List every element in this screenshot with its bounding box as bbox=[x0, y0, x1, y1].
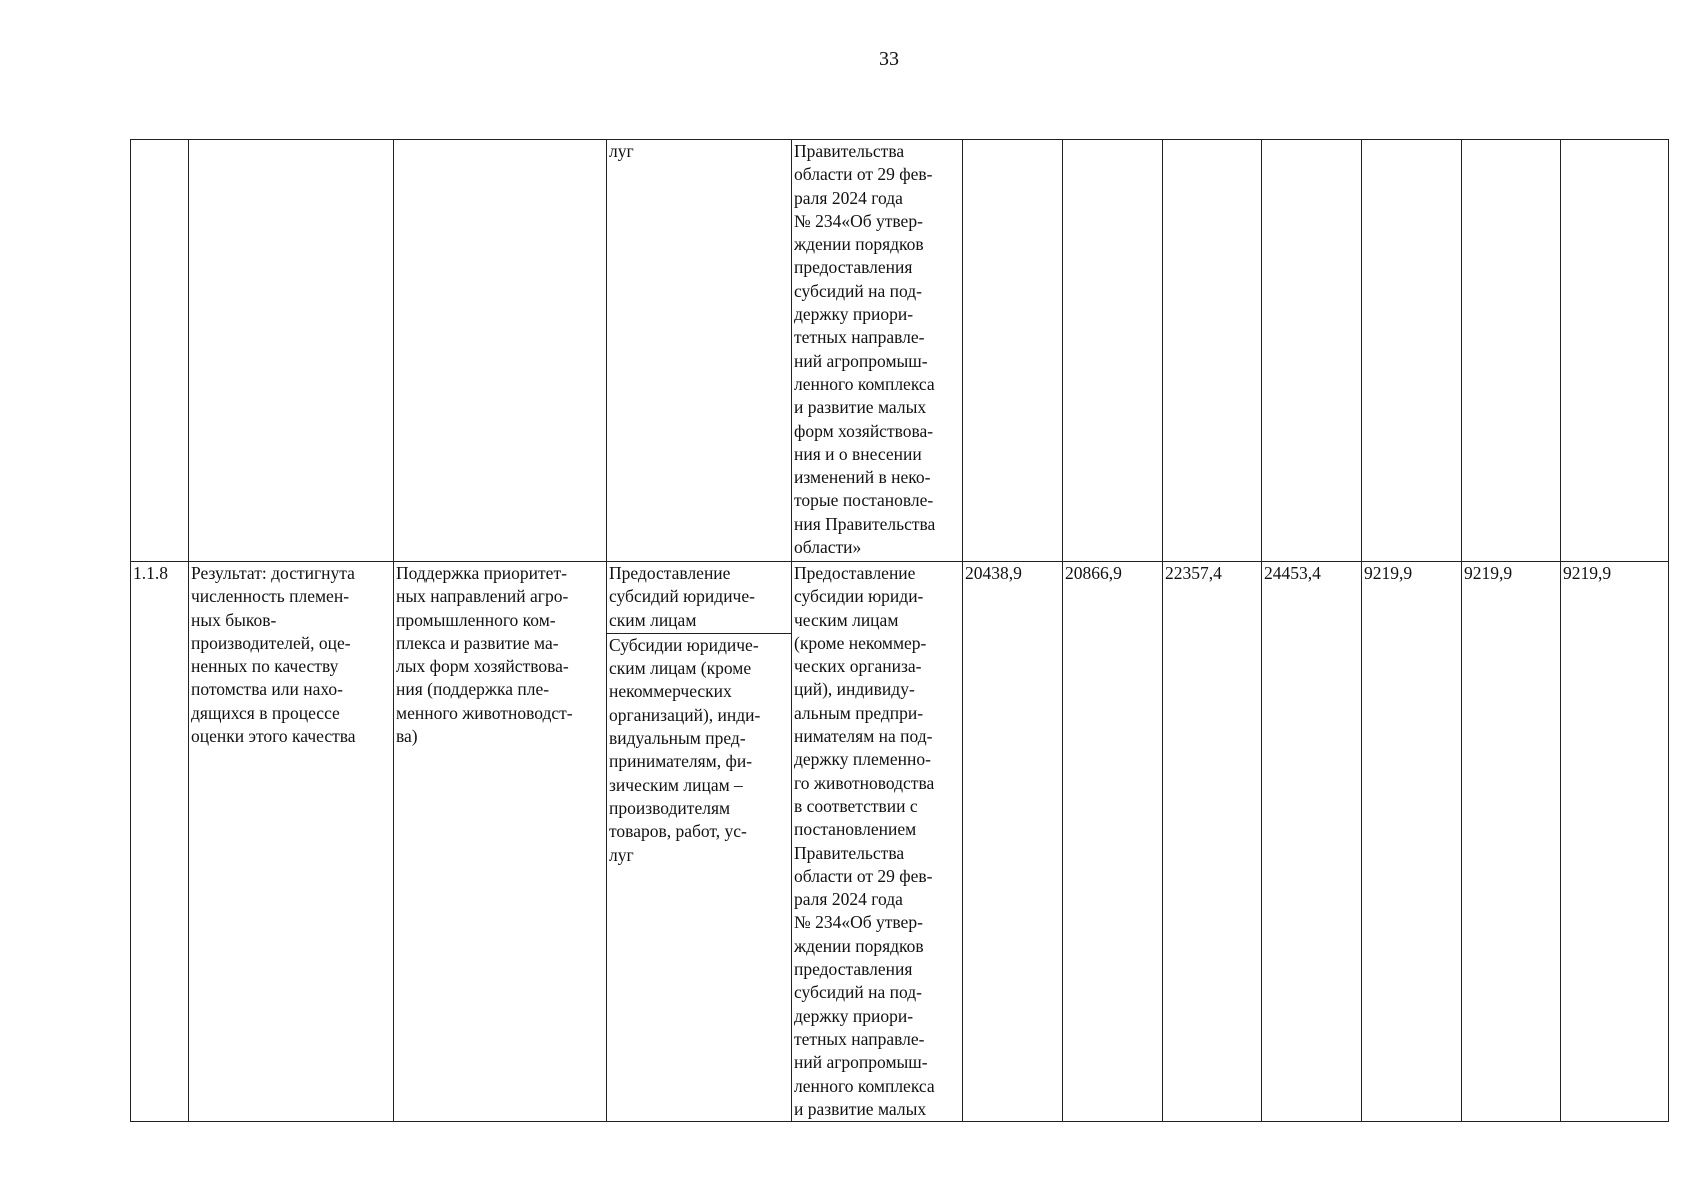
text-line: видуальным пред- bbox=[609, 728, 746, 749]
text-line: ных направлений агро- bbox=[396, 586, 569, 607]
text-line: Субсидии юридиче- bbox=[609, 634, 759, 655]
support-text bbox=[396, 562, 605, 748]
text-line: Результат: достигнута bbox=[191, 563, 355, 583]
text-line: го животноводства bbox=[794, 772, 935, 793]
cell-value bbox=[1063, 140, 1163, 562]
cell-value bbox=[963, 140, 1063, 562]
text-line: ва) bbox=[396, 726, 418, 747]
cell-value bbox=[1163, 140, 1262, 562]
cell-value bbox=[1262, 140, 1362, 562]
text-line: ждении порядков bbox=[794, 234, 924, 255]
value-cell: 20438,9 bbox=[963, 562, 1063, 1122]
text-line: некоммерческих bbox=[609, 681, 732, 702]
text-line: предоставления bbox=[794, 257, 913, 278]
text-line: ческим лицам bbox=[794, 609, 899, 630]
text-line: принимателям, фи- bbox=[609, 751, 753, 772]
table-row-continuation bbox=[131, 140, 1669, 562]
text-line: оценки этого качества bbox=[191, 726, 356, 747]
text-line: и развитие малых bbox=[794, 397, 927, 418]
text-line: форм хозяйствова- bbox=[794, 420, 934, 441]
support-direction bbox=[394, 562, 607, 1122]
cell-number bbox=[131, 140, 189, 562]
value-cell: 9219,9 bbox=[1362, 562, 1462, 1122]
text-line: области от 29 фев- bbox=[794, 164, 933, 185]
text-line: тетных направле- bbox=[794, 1028, 925, 1049]
cell-value bbox=[1561, 140, 1669, 562]
text-line: субсидий на под- bbox=[794, 982, 922, 1003]
text-line: и развитие малых bbox=[794, 1098, 927, 1119]
legal-basis-cell bbox=[792, 562, 963, 1122]
provision-text bbox=[609, 562, 790, 632]
text-line: производителям bbox=[609, 797, 731, 818]
text-line: торые постановле- bbox=[794, 490, 934, 511]
text-line: дящихся в процессе bbox=[191, 702, 340, 723]
text-line: изменений в неко- bbox=[794, 467, 931, 488]
subsidy-cell bbox=[607, 562, 792, 1122]
text-line: ческих организа- bbox=[794, 656, 922, 677]
text-line: ждении порядков bbox=[794, 935, 924, 956]
text-line: промышленного ком- bbox=[396, 609, 556, 630]
cell-subsidy-type bbox=[607, 140, 792, 562]
value-cell: 9219,9 bbox=[1561, 562, 1669, 1122]
text-line: Поддержка приоритет- bbox=[396, 563, 567, 583]
table-row-1-1-8 bbox=[131, 562, 1669, 1122]
text-line: ний агропромыш- bbox=[794, 1052, 928, 1073]
text-line: держку племенно- bbox=[794, 749, 931, 770]
text-line: плекса и развитие ма- bbox=[396, 632, 559, 653]
document-table bbox=[130, 139, 1669, 1122]
text-line: Предоставление bbox=[794, 563, 916, 583]
text-line: области от 29 фев- bbox=[794, 865, 933, 886]
text-line: потомства или нахо- bbox=[191, 679, 344, 700]
text-line: ским лицам (кроме bbox=[609, 658, 752, 679]
cell-support-area bbox=[394, 140, 607, 562]
text-line: области» bbox=[794, 537, 862, 558]
text-line: нимателям на под- bbox=[794, 726, 933, 747]
subsidy-recipients-text bbox=[607, 633, 791, 867]
text-line: зическим лицам – bbox=[609, 774, 743, 795]
text-line: товаров, работ, ус- bbox=[609, 821, 747, 842]
page-number: 33 bbox=[879, 48, 899, 70]
text-line: ленного комплекса bbox=[794, 1075, 935, 1096]
continuation-col4-text bbox=[609, 140, 790, 163]
text-line: Предоставление bbox=[609, 563, 731, 583]
text-line: Правительства bbox=[794, 842, 905, 863]
cell-value bbox=[1462, 140, 1561, 562]
text-line: ским лицам bbox=[609, 609, 697, 630]
value-cell: 24453,4 bbox=[1262, 562, 1362, 1122]
text-line: менного животноводст- bbox=[396, 702, 573, 723]
text-line: ных быков- bbox=[191, 609, 277, 630]
value-cell: 22357,4 bbox=[1163, 562, 1262, 1122]
text-line: № 234«Об утвер- bbox=[794, 210, 923, 231]
continuation-col5-text bbox=[794, 140, 961, 559]
text-line: держку приори- bbox=[794, 304, 914, 325]
text-line: субсидий на под- bbox=[794, 280, 922, 301]
text-line: раля 2024 года bbox=[794, 889, 903, 910]
text-line: ния Правительства bbox=[794, 513, 936, 534]
text-line: ния (поддержка пле- bbox=[396, 679, 550, 700]
text-line: № 234«Об утвер- bbox=[794, 912, 923, 933]
result-text bbox=[191, 562, 392, 748]
result-description bbox=[189, 562, 394, 1122]
text-line: субсидии юриди- bbox=[794, 586, 924, 607]
row-number: 1.1.8 bbox=[131, 562, 189, 1122]
value-cell: 9219,9 bbox=[1462, 562, 1561, 1122]
value-cell: 20866,9 bbox=[1063, 562, 1163, 1122]
text-line: альным предпри- bbox=[794, 702, 924, 723]
text-line: в соответствии с bbox=[794, 795, 918, 816]
text-line: предоставления bbox=[794, 959, 913, 980]
legal-basis-text bbox=[794, 562, 961, 1121]
text-line: тетных направле- bbox=[794, 327, 925, 348]
text-line: организаций), инди- bbox=[609, 704, 761, 725]
text-line: Правительства bbox=[794, 141, 905, 161]
text-line: ний агропромыш- bbox=[794, 350, 928, 371]
text-line: лых форм хозяйствова- bbox=[396, 656, 569, 677]
text-line: постановлением bbox=[794, 819, 917, 840]
cell-legal-basis bbox=[792, 140, 963, 562]
text-line: (кроме некоммер- bbox=[794, 632, 927, 653]
text-line: луг bbox=[609, 844, 634, 865]
text-line: ния и о внесении bbox=[794, 443, 922, 464]
text-line: численность племен- bbox=[191, 586, 350, 607]
text-line: производителей, оце- bbox=[191, 632, 351, 653]
text-line: субсидий юридиче- bbox=[609, 586, 755, 607]
cell-value bbox=[1362, 140, 1462, 562]
text-line: держку приори- bbox=[794, 1005, 914, 1026]
text-line: ненных по качеству bbox=[191, 656, 339, 677]
text-line: ций), индивиду- bbox=[794, 679, 915, 700]
text-line: раля 2024 года bbox=[794, 187, 903, 208]
text-line: ленного комплекса bbox=[794, 373, 935, 394]
cell-result bbox=[189, 140, 394, 562]
text-line: луг bbox=[609, 141, 634, 161]
